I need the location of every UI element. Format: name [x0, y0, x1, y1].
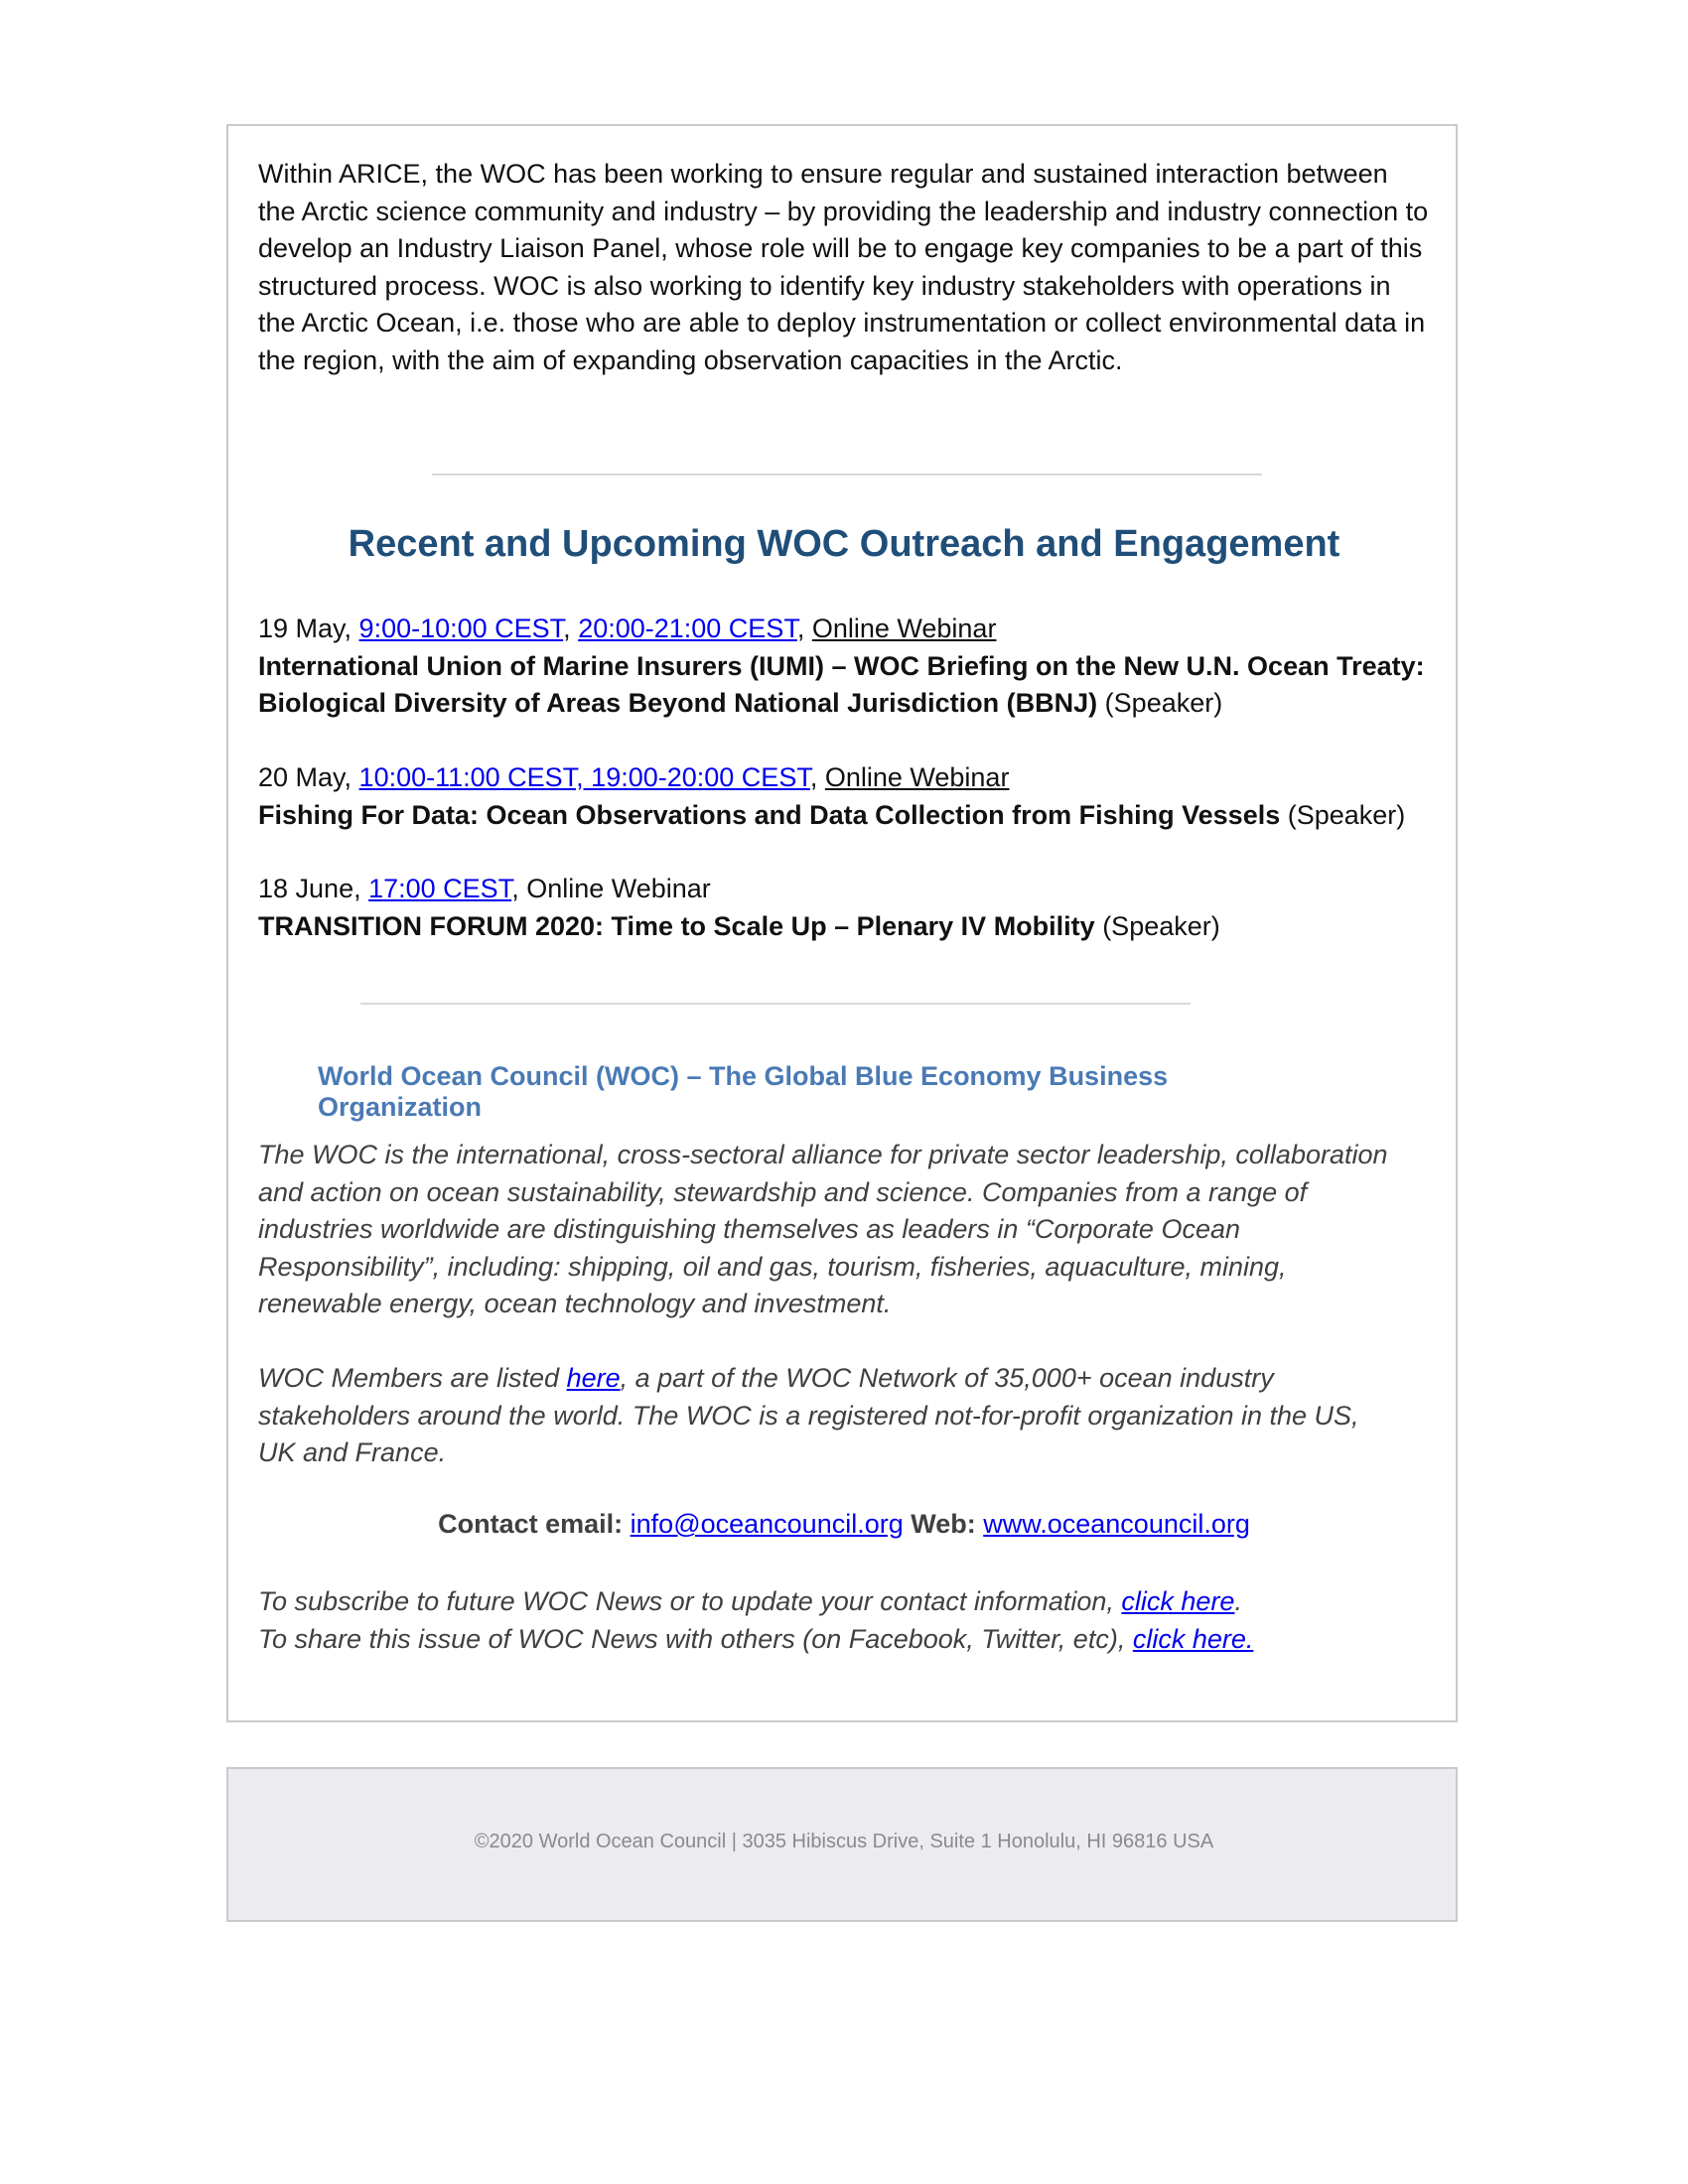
- intro-paragraph: Within ARICE, the WOC has been working to ensure regular and sustained interaction between the Arctic science community and industry – by providing the leadership and industry connection to develop an Industry Liaison Panel, whose role will be to engage key companies to be a part of this structured process. WOC is also working to identify key industry stakeholders with operations in the Arctic Ocean, i.e. those who are able to deploy instrumentation or collect environmental data in the region, with the aim of expanding observation capacities in the Arctic.: [258, 159, 1429, 375]
- org-title: World Ocean Council (WOC) – The Global Blue Economy Business Organization: [318, 1061, 1169, 1122]
- event-date: 20 May,: [258, 762, 359, 792]
- event-role: (Speaker): [1097, 688, 1223, 718]
- subscribe-link[interactable]: click here: [1121, 1586, 1235, 1616]
- contact-web-link[interactable]: www.oceancouncil.org: [983, 1509, 1250, 1539]
- event-item: 20 May, 10:00-11:00 CEST, 19:00-20:00 CEST, Online Webinar Fishing For Data: Ocean Observations and Data Collection from Fishing Vessels (Speaker): [258, 762, 1406, 830]
- event-date: 19 May,: [258, 614, 359, 643]
- event-format: , Online Webinar: [511, 874, 711, 903]
- contact-email-link[interactable]: info@oceancouncil.org: [630, 1509, 904, 1539]
- event-title: TRANSITION FORUM 2020: Time to Scale Up – Plenary IV Mobility: [258, 910, 1095, 941]
- divider: [432, 474, 1262, 476]
- event-time-link[interactable]: 10:00-11:00 CEST, 19:00-20:00 CEST: [358, 762, 810, 792]
- footer: [226, 1767, 1458, 1922]
- event-role: (Speaker): [1094, 910, 1220, 941]
- event-time-link[interactable]: 20:00-21:00 CEST: [578, 614, 797, 643]
- event-item: [258, 871, 1450, 945]
- event-time-link[interactable]: 9:00-10:00 CEST: [358, 614, 564, 643]
- contact-email-label: Contact email:: [438, 1509, 631, 1539]
- share-link[interactable]: click here.: [1132, 1623, 1254, 1654]
- event-format-link[interactable]: Online Webinar: [824, 762, 1010, 792]
- event-format-link[interactable]: Online Webinar: [811, 614, 997, 643]
- org-description: The WOC is the international, cross-sectoral alliance for private sector leadership, collaboration and action on ocean sustainability, stewardship and science. Companies from a range of industries worldwide are distinguishing themselves as leaders in “Corporate Ocean Responsibility”, including: shipping, oil and gas, tourism, fisheries, aquaculture, mining, renewable energy, ocean technology and investment.: [258, 1140, 1388, 1318]
- divider: [360, 1003, 1191, 1005]
- members-here-link[interactable]: here: [566, 1363, 621, 1393]
- contact-line: [228, 1509, 1460, 1540]
- event-role: (Speaker): [1280, 799, 1406, 830]
- event-title: International Union of Marine Insurers (IUMI) – WOC Briefing on the New U.N. Ocean Treaty: Biological Diversity of Areas Beyond National Jurisdiction (BBNJ): [258, 650, 1425, 718]
- subscribe-block: To subscribe to future WOC News or to update your contact information, click here. To share this issue of WOC News with others (on Facebook, Twitter, etc), click here.: [258, 1586, 1254, 1654]
- event-title: Fishing For Data: Ocean Observations and Data Collection from Fishing Vessels: [258, 799, 1281, 830]
- event-item: 19 May, 9:00-10:00 CEST, 20:00-21:00 CEST, Online Webinar International Union of Marine Insurers (IUMI) – WOC Briefing on the New U.N. Ocean Treaty: Biological Diversity of Areas Beyond National Jurisdiction (BBNJ) (Speaker): [258, 614, 1425, 718]
- newsletter-content-box: [226, 124, 1458, 1722]
- event-time-link[interactable]: 17:00 CEST: [368, 874, 512, 903]
- org-members-paragraph: WOC Members are listed here, a part of the WOC Network of 35,000+ ocean industry stakeholders around the world. The WOC is a registered not-for-profit organization in the US, UK and France.: [258, 1363, 1359, 1467]
- section-title: Recent and Upcoming WOC Outreach and Engagement: [348, 523, 1340, 565]
- footer-address: ©2020 World Ocean Council | 3035 Hibiscus Drive, Suite 1 Honolulu, HI 96816 USA: [474, 1831, 1214, 1852]
- contact-web-label: Web:: [903, 1509, 984, 1539]
- event-date: 18 June,: [258, 874, 369, 903]
